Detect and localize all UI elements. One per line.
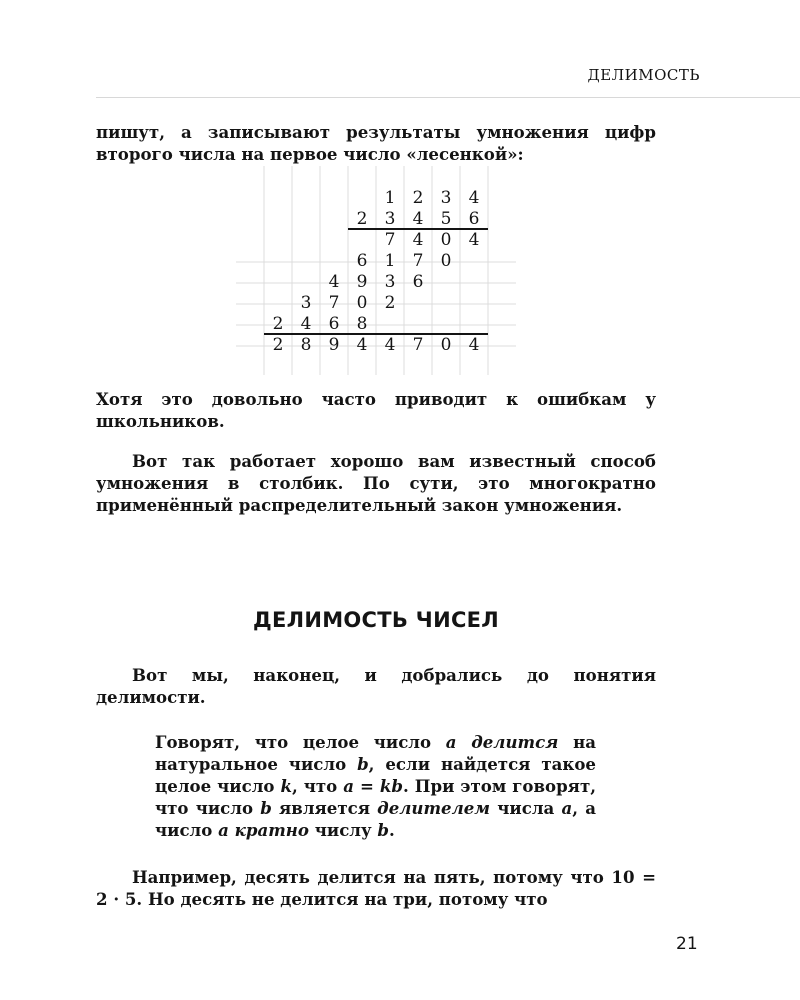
grid-digit: 4: [468, 188, 480, 208]
grid-digit: 3: [384, 272, 396, 292]
definition-text: , а число: [155, 798, 596, 840]
grid-digit: 4: [468, 230, 480, 250]
grid-digit: 3: [384, 209, 396, 229]
grid-digit: 2: [272, 314, 284, 334]
definition-block: [155, 731, 596, 841]
definition-text: числу: [308, 820, 378, 840]
grid-digit: 8: [356, 314, 368, 334]
intro-paragraph: пишут, а записывают результаты умножения цифр второго числа на первое число «лесенкой»:: [96, 122, 656, 164]
section-heading: ДЕЛИМОСТЬ ЧИСЕЛ: [252, 608, 500, 632]
running-title: ДЕЛИМОСТЬ: [587, 66, 700, 84]
grid-digit: 1: [384, 251, 396, 271]
variable-a: a: [445, 732, 457, 752]
definition-text: числа: [490, 798, 562, 818]
grid-digit: 7: [328, 293, 340, 313]
grid-digit: 7: [412, 335, 424, 355]
grid-digit: 6: [356, 251, 368, 271]
errors-paragraph: Хотя это довольно часто приводит к ошибкам у школьников.: [96, 389, 656, 431]
grid-digit: 2: [272, 335, 284, 355]
grid-digit: 7: [412, 251, 424, 271]
grid-digit: 8: [300, 335, 312, 355]
definition-text: . При этом говорят, что число: [155, 776, 597, 818]
grid-digit: 4: [412, 209, 424, 229]
variable-b: b: [260, 798, 272, 818]
grid-digit: 4: [356, 335, 368, 355]
section-intro-paragraph: Вот мы, наконец, и добрались до понятия делимости.: [96, 665, 656, 707]
page-number: 21: [676, 934, 698, 954]
grid-digit: 7: [384, 230, 396, 250]
variable-k: k: [280, 776, 292, 796]
equals-sign: =: [354, 776, 380, 796]
grid-digit: 2: [356, 209, 368, 229]
method-paragraph: Вот так работает хорошо вам известный способ умножения в столбик. По сути, это многократно применённый распределительный закон умножения.: [96, 451, 656, 515]
grid-digit: 0: [440, 230, 452, 250]
definition-text: .: [389, 820, 395, 840]
example-paragraph: Например, десять делится на пять, потому что 10 = 2 · 5. Но десять не делится на три, потому что: [96, 867, 656, 909]
grid-digit: 9: [356, 272, 368, 292]
grid-digit: 0: [356, 293, 368, 313]
grid-digit: 3: [440, 188, 452, 208]
grid-digit: 6: [468, 209, 480, 229]
term-divides: делится: [471, 732, 559, 752]
grid-digit: 3: [300, 293, 312, 313]
grid-digit: 4: [300, 314, 312, 334]
variable-a: a: [218, 820, 229, 840]
grid-digit: 6: [328, 314, 340, 334]
variable-b: b: [377, 820, 390, 840]
definition-text: Говорят, что целое число: [155, 732, 446, 752]
variable-a: a: [561, 798, 573, 818]
variable-a: a: [343, 776, 355, 796]
grid-digit: 6: [412, 272, 424, 292]
grid-digit: 1: [384, 188, 396, 208]
grid-digit: 0: [440, 251, 452, 271]
grid-digit: 0: [440, 335, 452, 355]
variable-b: b: [357, 754, 369, 774]
grid-digit: 2: [384, 293, 396, 313]
grid-digit: 2: [412, 188, 424, 208]
grid-digit: 4: [468, 335, 480, 355]
term-divisor: делителем: [377, 798, 491, 818]
term-multiple: кратно: [234, 820, 309, 840]
definition-text: на натуральное число: [155, 732, 596, 774]
definition-text: , если найдется такое целое число: [155, 754, 596, 796]
definition-text: является: [271, 798, 378, 818]
grid-digit: 5: [440, 209, 452, 229]
grid-digit: 4: [384, 335, 396, 355]
definition-text: , что: [291, 776, 344, 796]
grid-digit: 4: [412, 230, 424, 250]
variable-kb: kb: [379, 776, 404, 796]
grid-digit: 4: [328, 272, 340, 292]
grid-digit: 9: [328, 335, 340, 355]
